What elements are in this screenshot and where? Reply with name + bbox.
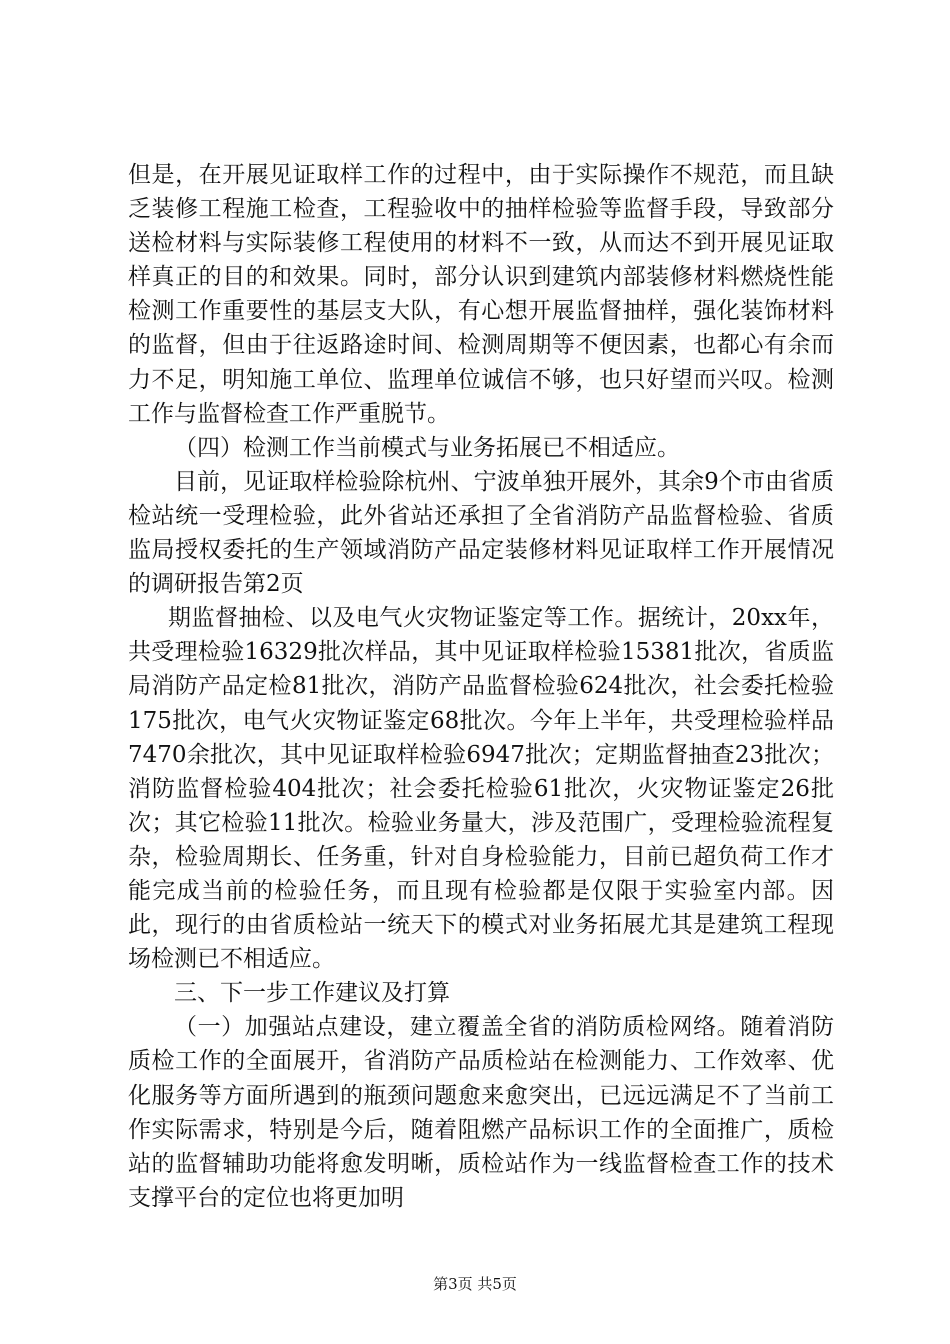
paragraph-1: 但是，在开展见证取样工作的过程中，由于实际操作不规范，而且缺乏装修工程施工检查，工程验收中的抽样检验等监督手段，导致部分送检材料与实际装修工程使用的材料不一致，从而达不到开展见证取样真正的目的和效果。同时，部分认识到建筑内部装修材料燃烧性能检测工作重要性的基层支大队，有心想开展监督抽样，强化装饰材料的监督，但由于往返路途时间、检测周期等不便因素，也都心有余而力不足，明知施工单位、监理单位诚信不够，也只好望而兴叹。检测工作与监督检查工作严重脱节。 — [128, 162, 834, 427]
paragraph-6: （一）加强站点建设，建立覆盖全省的消防质检网络。随着消防质检工作的全面展开，省消防产品质检站在检测能力、工作效率、优化服务等方面所遇到的瓶颈问题愈来愈突出，已远远满足不了当前工作实际需求，特别是今后，随着阻燃产品标识工作的全面推广，质检站的监督辅助功能将愈发明晰，质检站作为一线监督检查工作的技术支撑平台的定位也将更加明 — [128, 1014, 834, 1211]
paragraph-5-heading: 三、下一步工作建议及打算 — [174, 980, 450, 1007]
paragraph-4: 期监督抽检、以及电气火灾物证鉴定等工作。据统计，20xx年，共受理检验16329批次样品，其中见证取样检验15381批次，省质监局消防产品定检81批次，消防产品监督检验624批次，社会委托检验175批次，电气火灾物证鉴定68批次。今年上半年，共受理检验样品7470余批次，其中见证取样检验6947批次；定期监督抽查23批次；消防监督检验404批次；社会委托检验61批次，火灾物证鉴定26批次；其它检验11批次。检验业务量大，涉及范围广，受理检验流程复杂，检验周期长、任务重，针对自身检验能力，目前已超负荷工作才能完成当前的检验任务，而且现有检验都是仅限于实验室内部。因此，现行的由省质检站一统天下的模式对业务拓展尤其是建筑工程现场检测已不相适应。 — [128, 605, 834, 973]
document-body — [128, 158, 834, 1215]
paragraph-3: 目前，见证取样检验除杭州、宁波单独开展外，其余9个市由省质检站统一受理检验，此外省站还承担了全省消防产品监督检验、省质监局授权委托的生产领域消防产品定装修材料见证取样工作开展情况的调研报告第2页 — [128, 468, 834, 598]
page-footer: 第3页 共5页 — [433, 1275, 517, 1293]
paragraph-2-heading: （四）检测工作当前模式与业务拓展已不相适应。 — [174, 434, 680, 461]
